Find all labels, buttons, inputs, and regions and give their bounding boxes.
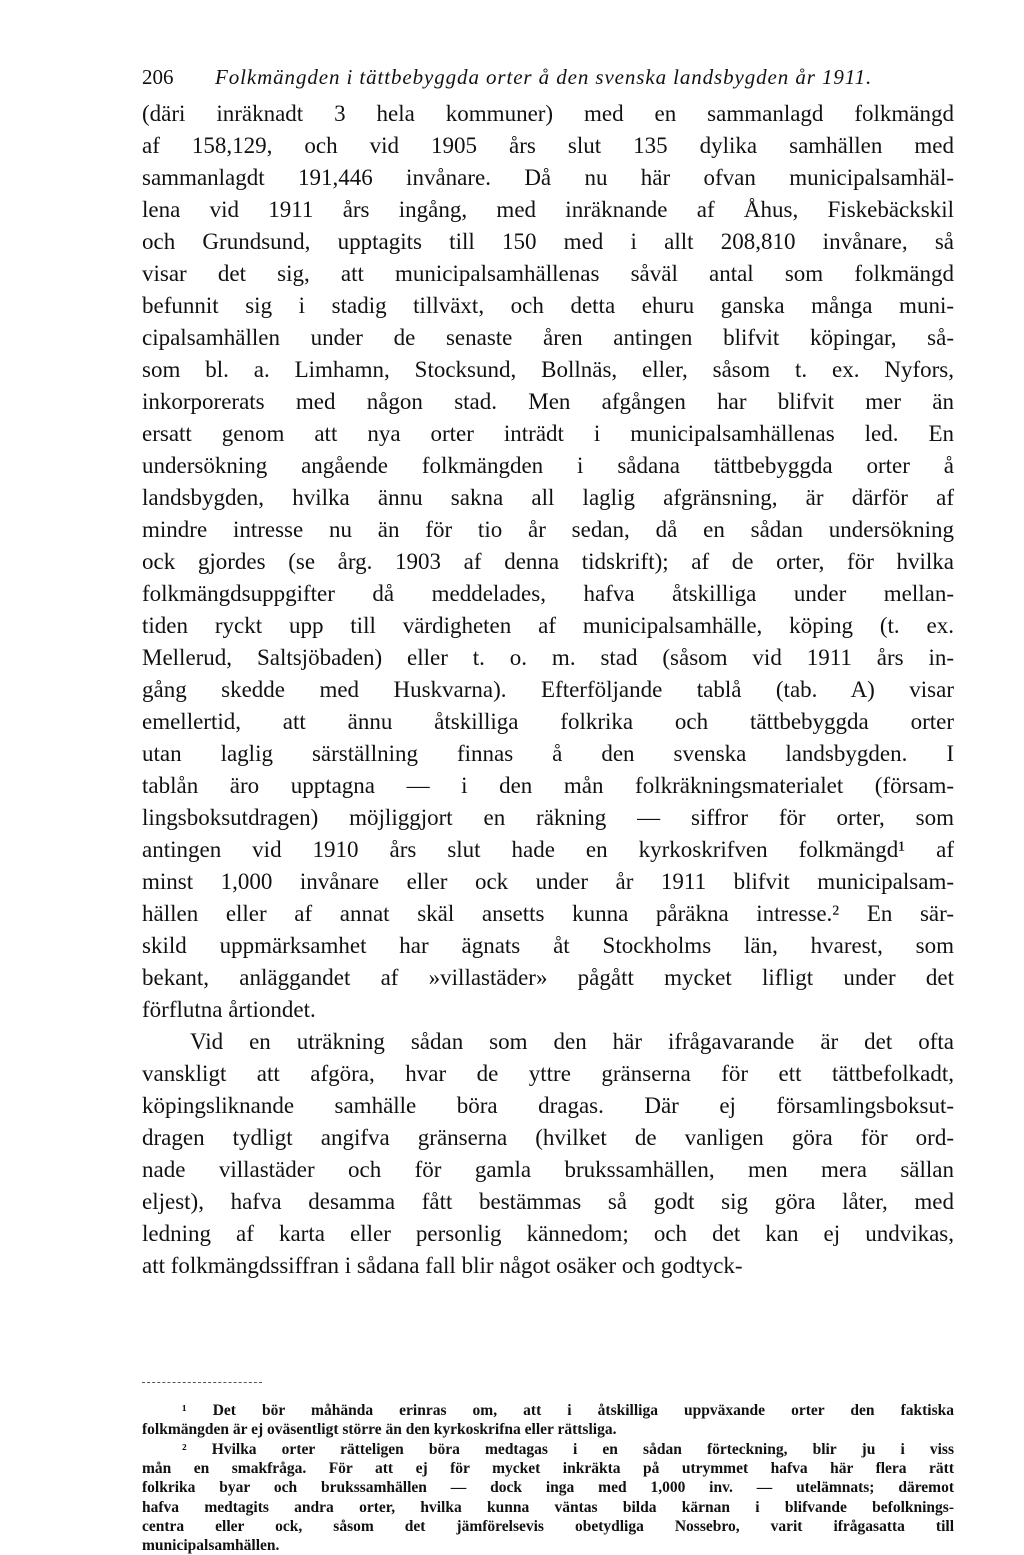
body-text-line: cipalsamhällen under de senaste åren antingen blifvit köpingar, så- [142, 325, 954, 350]
footnote-line: centra eller ock, såsom det jämförelsevis obetydliga Nossebro, varit ifrågasatta till [142, 1517, 954, 1535]
body-text-line: visar det sig, att municipalsamhällenas såväl antal som folkmängd [142, 261, 954, 286]
body-text-line: hällen eller af annat skäl ansetts kunna påräkna intresse.² En sär- [142, 901, 954, 926]
body-text-line: köpingsliknande samhälle böra dragas. Där ej församlingsboksut- [142, 1093, 954, 1118]
body-text-line: lena vid 1911 års ingång, med inräknande af Åhus, Fiskebäckskil [142, 197, 954, 222]
body-text-line: undersökning angående folkmängden i sådana tättbebyggda orter å [142, 453, 954, 478]
body-text-line: ock gjordes (se årg. 1903 af denna tidskrift); af de orter, för hvilka [142, 549, 954, 574]
body-text-line: som bl. a. Limhamn, Stocksund, Bollnäs, eller, såsom t. ex. Nyfors, [142, 357, 954, 382]
body-text-line: nade villastäder och för gamla brukssamhällen, men mera sällan [142, 1157, 954, 1182]
body-text-line: af 158,129, och vid 1905 års slut 135 dylika samhällen med [142, 133, 954, 158]
footnote-line: folkmängden är ej oväsentligt större än den kyrkoskrifna eller rättsliga. [142, 1421, 617, 1439]
body-text-line: minst 1,000 invånare eller ock under år 1911 blifvit municipalsam- [142, 869, 954, 894]
body-text-line: förflutna årtiondet. [142, 997, 316, 1022]
running-head-title: Folkmängden i tättbebyggda orter å den svenska landsbygden år 1911. [215, 65, 873, 89]
body-text-line: landsbygden, hvilka ännu sakna all laglig afgränsning, är därför af [142, 485, 954, 510]
body-text-line: Vid en uträkning sådan som den här ifrågavarande är det ofta [190, 1029, 954, 1054]
body-text-line: bekant, anläggandet af »villastäder» pågått mycket lifligt under det [142, 965, 954, 990]
body-text-line: antingen vid 1910 års slut hade en kyrkoskrifven folkmängd¹ af [142, 837, 954, 862]
body-text-line: eljest), hafva desamma fått bestämmas så godt sig göra låter, med [142, 1189, 954, 1214]
body-text-line: Mellerud, Saltsjöbaden) eller t. o. m. stad (såsom vid 1911 års in- [142, 645, 954, 670]
body-text-line: tiden ryckt upp till värdigheten af municipalsamhälle, köping (t. ex. [142, 613, 954, 638]
running-head [142, 62, 962, 92]
body-text-line: dragen tydligt angifva gränserna (hvilket de vanligen göra för ord- [142, 1125, 954, 1150]
body-text-line: ledning af karta eller personlig kännedom; och det kan ej undvikas, [142, 1221, 954, 1246]
body-text-line: inkorporerats med någon stad. Men afgången har blifvit mer än [142, 389, 954, 414]
footnote-line: folkrika byar och brukssamhällen — dock inga med 1,000 inv. — utelämnats; däremot [142, 1479, 954, 1497]
body-text-line: gång skedde med Huskvarna). Efterföljande tablå (tab. A) visar [142, 677, 954, 702]
body-text-line: och Grundsund, upptagits till 150 med i allt 208,810 invånare, så [142, 229, 954, 254]
footnote-line: hafva medtagits andra orter, hvilka kunna väntas bilda kärnan i blifvande befolknings- [142, 1498, 954, 1516]
body-text-line: befunnit sig i stadig tillväxt, och detta ehuru ganska många muni- [142, 293, 954, 318]
body-text-line: lingsboksutdragen) möjliggjort en räkning — siffror för orter, som [142, 805, 954, 830]
footnote-line: ² Hvilka orter rätteligen böra medtagas i en sådan förteckning, blir ju i viss [182, 1440, 954, 1458]
body-text-line: ersatt genom att nya orter inträdt i municipalsamhällenas led. En [142, 421, 954, 446]
footnote-line: mån en smakfråga. För att ej för mycket inkräkta på utrymmet hafva här flera rätt [142, 1459, 954, 1477]
body-text-line: utan laglig särställning finnas å den svenska landsbygden. I [142, 741, 954, 766]
body-text-line: sammanlagdt 191,446 invånare. Då nu här ofvan municipalsamhäl- [142, 165, 954, 190]
body-text-line: skild uppmärksamhet har ägnats åt Stockholms län, hvarest, som [142, 933, 954, 958]
footnote-line: ¹ Det bör måhända erinras om, att i åtskilliga uppväxande orter den faktiska [182, 1402, 954, 1419]
footnote-line: municipalsamhällen. [142, 1537, 280, 1555]
body-text-line: (däri inräknadt 3 hela kommuner) med en sammanlagd folkmängd [142, 101, 954, 126]
page-number: 206 [142, 65, 174, 89]
body-text-line: folkmängdsuppgifter då meddelades, hafva åtskilliga under mellan- [142, 581, 954, 606]
footnote-separator [142, 1382, 262, 1383]
body-text-line: mindre intresse nu än för tio år sedan, då en sådan undersökning [142, 517, 954, 542]
body-text-line: att folkmängdssiffran i sådana fall blir något osäker och godtyck- [142, 1253, 743, 1278]
body-text-line: tablån äro upptagna — i den mån folkräkningsmaterialet (försam- [142, 773, 954, 798]
body-text-line: emellertid, att ännu åtskilliga folkrika och tättbebyggda orter [142, 709, 954, 734]
body-text-line: vanskligt att afgöra, hvar de yttre gränserna för ett tättbefolkadt, [142, 1061, 954, 1086]
